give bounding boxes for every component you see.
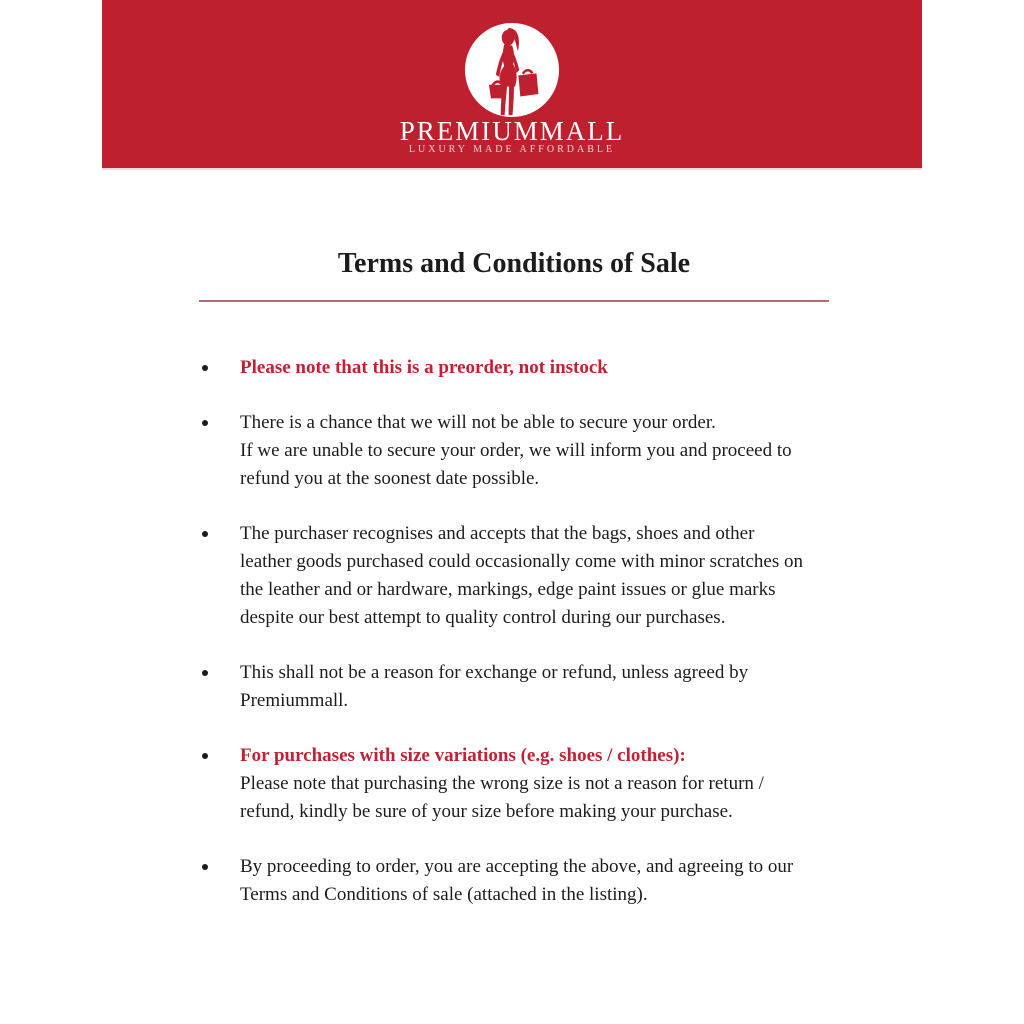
terms-document — [199, 247, 829, 936]
bullet-line: Please note that this is a preorder, not instock — [240, 357, 608, 378]
bullet-line: The purchaser recognises and accepts that the bags, shoes and other — [240, 523, 755, 544]
bullet-line: Terms and Conditions of sale (attached in the listing). — [240, 884, 648, 905]
brand-banner — [102, 0, 922, 170]
bullet-line: This shall not be a reason for exchange or refund, unless agreed by — [240, 662, 749, 683]
terms-list — [199, 354, 829, 909]
bullet-line: Premiummall. — [240, 690, 349, 711]
title-divider — [199, 300, 829, 302]
list-item — [199, 659, 829, 715]
bullet-line: By proceeding to order, you are accepting the above, and agreeing to our — [240, 856, 794, 877]
bullet-line: There is a chance that we will not be able to secure your order. — [240, 412, 716, 433]
list-item — [199, 742, 829, 826]
bullet-line: Please note that purchasing the wrong size is not a reason for return / — [240, 773, 764, 794]
bullet-icon — [202, 670, 208, 676]
bullet-line: refund, kindly be sure of your size before making your purchase. — [240, 801, 733, 822]
list-item — [199, 354, 829, 382]
brand-logo-icon — [463, 21, 561, 119]
bullet-icon — [202, 864, 208, 870]
bullet-icon — [202, 531, 208, 537]
list-item — [199, 409, 829, 493]
list-item — [199, 853, 829, 909]
brand-tagline: LUXURY MADE AFFORDABLE — [408, 144, 616, 155]
bullet-line: despite our best attempt to quality control during our purchases. — [240, 607, 726, 628]
bullet-icon — [202, 365, 208, 371]
page-title: Terms and Conditions of Sale — [337, 248, 691, 279]
brand-wordmark: PREMIUMMALL — [399, 116, 625, 146]
bullet-line: For purchases with size variations (e.g. shoes / clothes): — [240, 745, 686, 766]
bullet-line: refund you at the soonest date possible. — [240, 468, 540, 489]
bullet-line: leather goods purchased could occasionally come with minor scratches on — [240, 551, 803, 572]
list-item — [199, 520, 829, 632]
bullet-icon — [202, 753, 208, 759]
bullet-line: the leather and or hardware, markings, edge paint issues or glue marks — [240, 579, 776, 600]
bullet-line: If we are unable to secure your order, we will inform you and proceed to — [240, 440, 792, 461]
bullet-icon — [202, 420, 208, 426]
